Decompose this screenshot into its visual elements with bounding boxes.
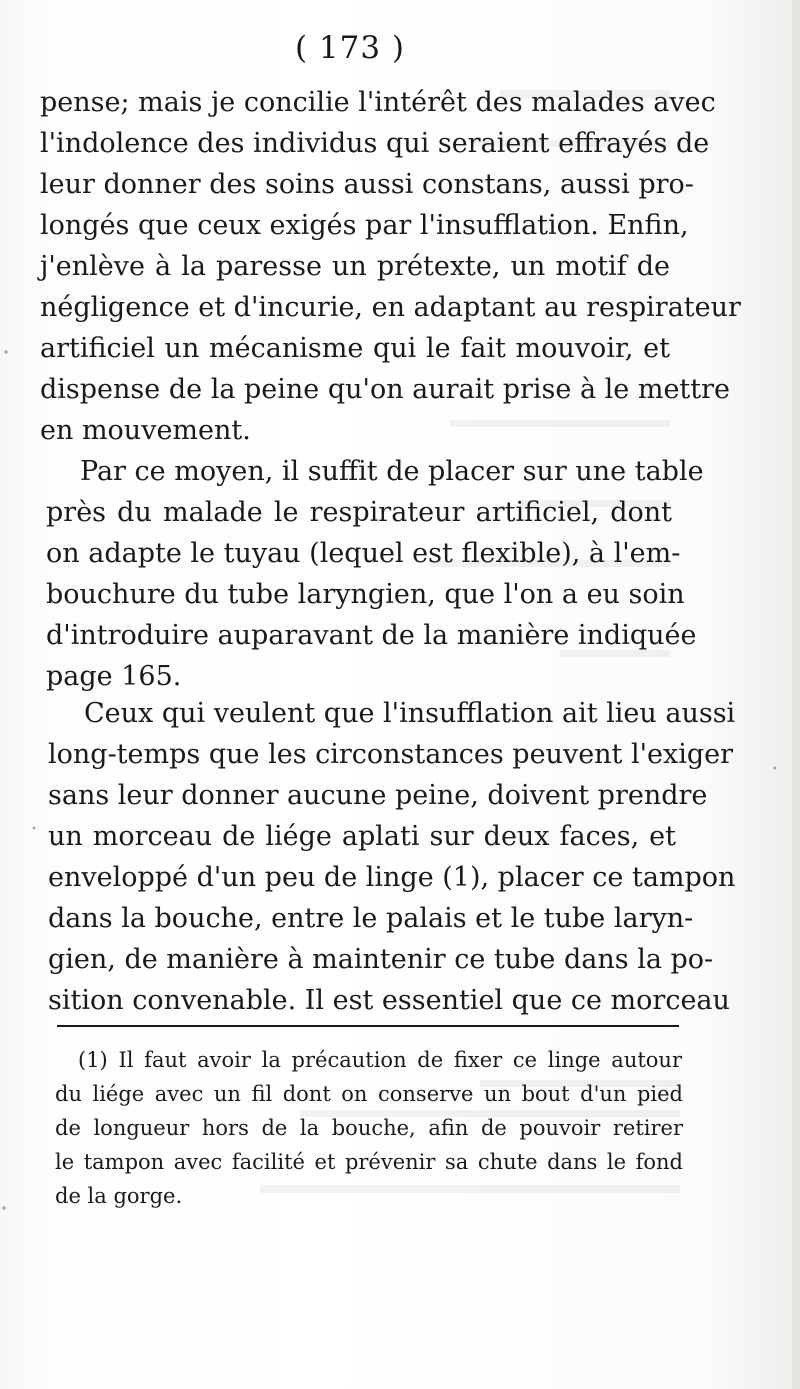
text-line: sition convenable. Il est essentiel que ce morceau bbox=[48, 985, 730, 1016]
text-line: d'introduire auparavant de la manière indiquée bbox=[46, 620, 697, 651]
text-line: Par ce moyen, il suffit de placer sur une table bbox=[80, 456, 704, 487]
text-line: l'indolence des individus qui seraient effrayés de bbox=[40, 128, 710, 159]
text-line: dispense de la peine qu'on aurait prise à le mettre bbox=[40, 374, 731, 405]
text-line: enveloppé d'un peu de linge (1), placer ce tampon bbox=[48, 862, 736, 893]
text-line: leur donner des soins aussi constans, aussi pro- bbox=[40, 169, 694, 200]
text-line: en mouvement. bbox=[40, 415, 251, 446]
text-line: page 165. bbox=[46, 661, 182, 692]
text-line: long-temps que les circonstances peuvent l'exiger bbox=[48, 739, 734, 770]
text-line: près du malade le respirateur artificiel, dont bbox=[46, 497, 672, 528]
text-line: négligence et d'incurie, en adaptant au respirateur bbox=[40, 292, 741, 323]
text-line: j'enlève à la paresse un prétexte, un motif de bbox=[40, 251, 670, 282]
text-line: sans leur donner aucune peine, doivent prendre bbox=[48, 780, 708, 811]
text-line: un morceau de liége aplati sur deux faces, et bbox=[48, 821, 676, 852]
footnote-divider bbox=[57, 1025, 679, 1027]
page-number: ( 173 ) bbox=[294, 30, 406, 66]
text-line: pense; mais je concilie l'intérêt des malades avec bbox=[40, 87, 716, 118]
footnote-line: (1) Il faut avoir la précaution de fixer ce linge autour bbox=[78, 1048, 682, 1072]
text-line: Ceux qui veulent que l'insufflation ait lieu aussi bbox=[84, 698, 736, 729]
text-line: gien, de manière à maintenir ce tube dans la po- bbox=[48, 944, 714, 975]
text-line: artificiel un mécanisme qui le fait mouvoir, et bbox=[40, 333, 670, 364]
text-line: on adapte le tuyau (lequel est flexible), à l'em- bbox=[46, 538, 681, 569]
footnote-line: de longueur hors de la bouche, afin de pouvoir retirer bbox=[55, 1116, 683, 1140]
footnote-line: le tampon avec facilité et prévenir sa chute dans le fond bbox=[55, 1150, 683, 1174]
footnote-line: du liége avec un fil dont on conserve un bout d'un pied bbox=[55, 1082, 683, 1106]
text-line: dans la bouche, entre le palais et le tube laryn- bbox=[48, 903, 694, 934]
footnote-line: de la gorge. bbox=[55, 1184, 183, 1208]
text-line: longés que ceux exigés par l'insufflation. Enfin, bbox=[40, 210, 689, 241]
text-line: bouchure du tube laryngien, que l'on a eu soin bbox=[46, 579, 685, 610]
